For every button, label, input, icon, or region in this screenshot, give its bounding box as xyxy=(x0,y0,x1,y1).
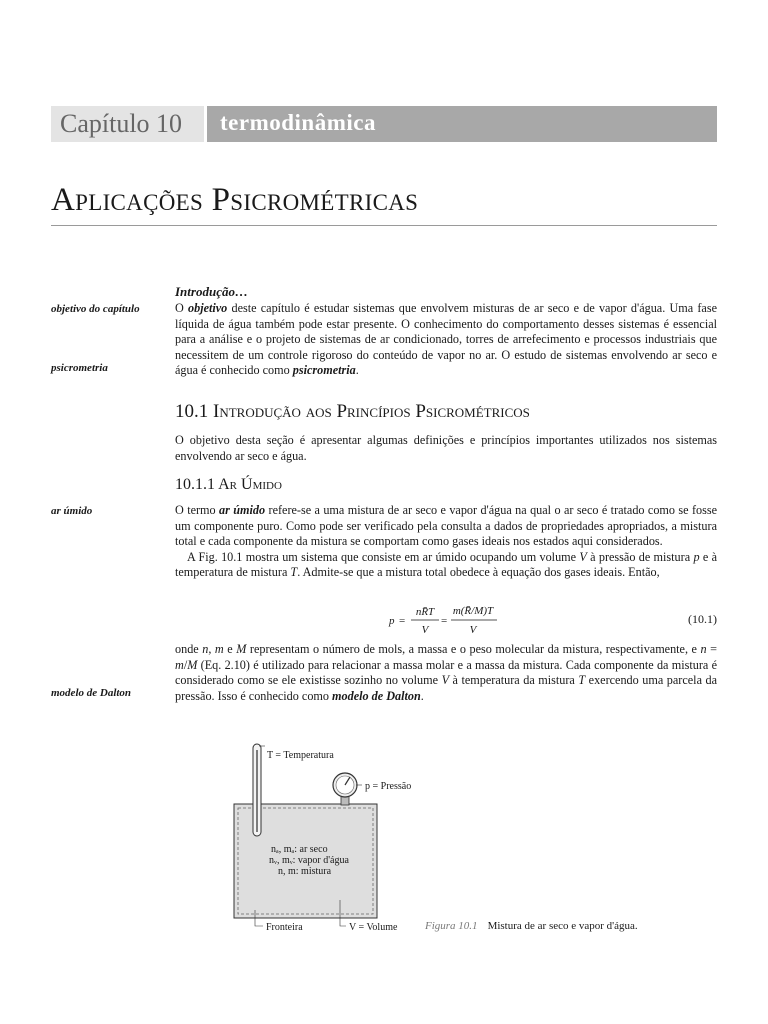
chapter-label: Capítulo 10 xyxy=(51,106,204,142)
eq-equals-2: = xyxy=(441,615,448,627)
figure-caption-text: Mistura de ar seco e vapor d'água. xyxy=(487,920,638,932)
equation-svg xyxy=(175,600,717,640)
figure-caption xyxy=(425,920,638,932)
label-water-vapor: nᵥ, mᵥ: vapor d'água xyxy=(269,855,349,866)
section-heading-10-1-1: 10.1.1 Ar Úmido xyxy=(175,476,282,493)
label-mixture: n, m: mistura xyxy=(278,866,332,877)
intro-paragraph: O objetivo deste capítulo é estudar sistemas que envolvem misturas de ar seco e de vapor d'água. Uma fase líquida de água também pode estar presente. O conhecimento do comportamento desses sistemas é essencial para a análise e o projeto de sistemas de ar condicionado, torres de arrefecimento e processos industriais que necessitem de um controle rigoroso do conteúdo de vapor no ar. O estudo de sistemas envolvendo ar seco e água é conhecido como psicrometria. xyxy=(175,301,717,377)
eq-denominator-1: V xyxy=(421,624,429,636)
margin-note-dalton: modelo de Dalton xyxy=(51,687,132,699)
figure-10-1 xyxy=(225,740,425,940)
page-title: Aplicações Psicrométricas xyxy=(51,182,419,218)
eq-lhs: p xyxy=(389,615,395,627)
section-10-1-1-paragraphs: O termo ar úmido refere-se a uma mistura de ar seco e vapor d'água na qual o ar seco é tratado como se fosse um componente puro. Como pode ser verificado pela consulta a dados de propriedades apropriados, a mistura total e cada componente da mistura se comportam como gases ideais nos estados aqui considerados. A Fig. 10.1 mostra um sistema que consiste em ar úmido ocupando um volume V à pressão de mistura p e à temperatura de mistura T. Admite-se que a mistura total obedece à equação dos gases ideais. Então, xyxy=(175,503,717,579)
label-boundary: Fronteira xyxy=(266,922,303,933)
margin-note-psicrometria: psicrometria xyxy=(51,362,108,374)
eq-numerator-2: m(R̄/M)T xyxy=(452,605,494,617)
label-dry-air: nₐ, mₐ: ar seco xyxy=(271,844,328,855)
section-10-1-paragraph: O objetivo desta seção é apresentar algumas definições e princípios importantes utilizados nos sistemas envolvendo ar seco e água. xyxy=(175,433,717,463)
figure-diagram xyxy=(225,740,425,940)
eq-denominator-2: V xyxy=(469,624,477,636)
section-heading-10-1: 10.1 Introdução aos Princípios Psicrométricos xyxy=(175,401,530,422)
label-temperature: T = Temperatura xyxy=(267,750,334,761)
equation-number: (10.1) xyxy=(688,612,717,626)
dalton-paragraph: onde n, m e M representam o número de mols, a massa e o peso molecular da mistura, respectivamente, e n = m/M (Eq. 2.10) é utilizado para relacionar a massa molar e a massa da mistura. Cada componente da mistura é considerado como se ele existisse sozinho no volume V à temperatura da mistura T exercendo uma parcela da pressão. Isso é conhecido como modelo de Dalton. xyxy=(175,642,718,703)
eq-numerator-1: nR̄T xyxy=(415,606,435,618)
label-pressure: p = Pressão xyxy=(365,781,412,792)
label-volume: V = Volume xyxy=(349,922,398,933)
chapter-band-title: termodinâmica xyxy=(207,106,717,142)
intro-heading: Introdução… xyxy=(175,284,248,299)
margin-note-objetivo: objetivo do capítulo xyxy=(51,303,140,315)
equation-10-1 xyxy=(175,600,717,640)
margin-note-ar-umido: ar úmido xyxy=(51,505,93,517)
title-divider xyxy=(51,225,717,226)
eq-equals-1: = xyxy=(399,615,406,627)
figure-number: Figura 10.1 xyxy=(425,920,478,932)
